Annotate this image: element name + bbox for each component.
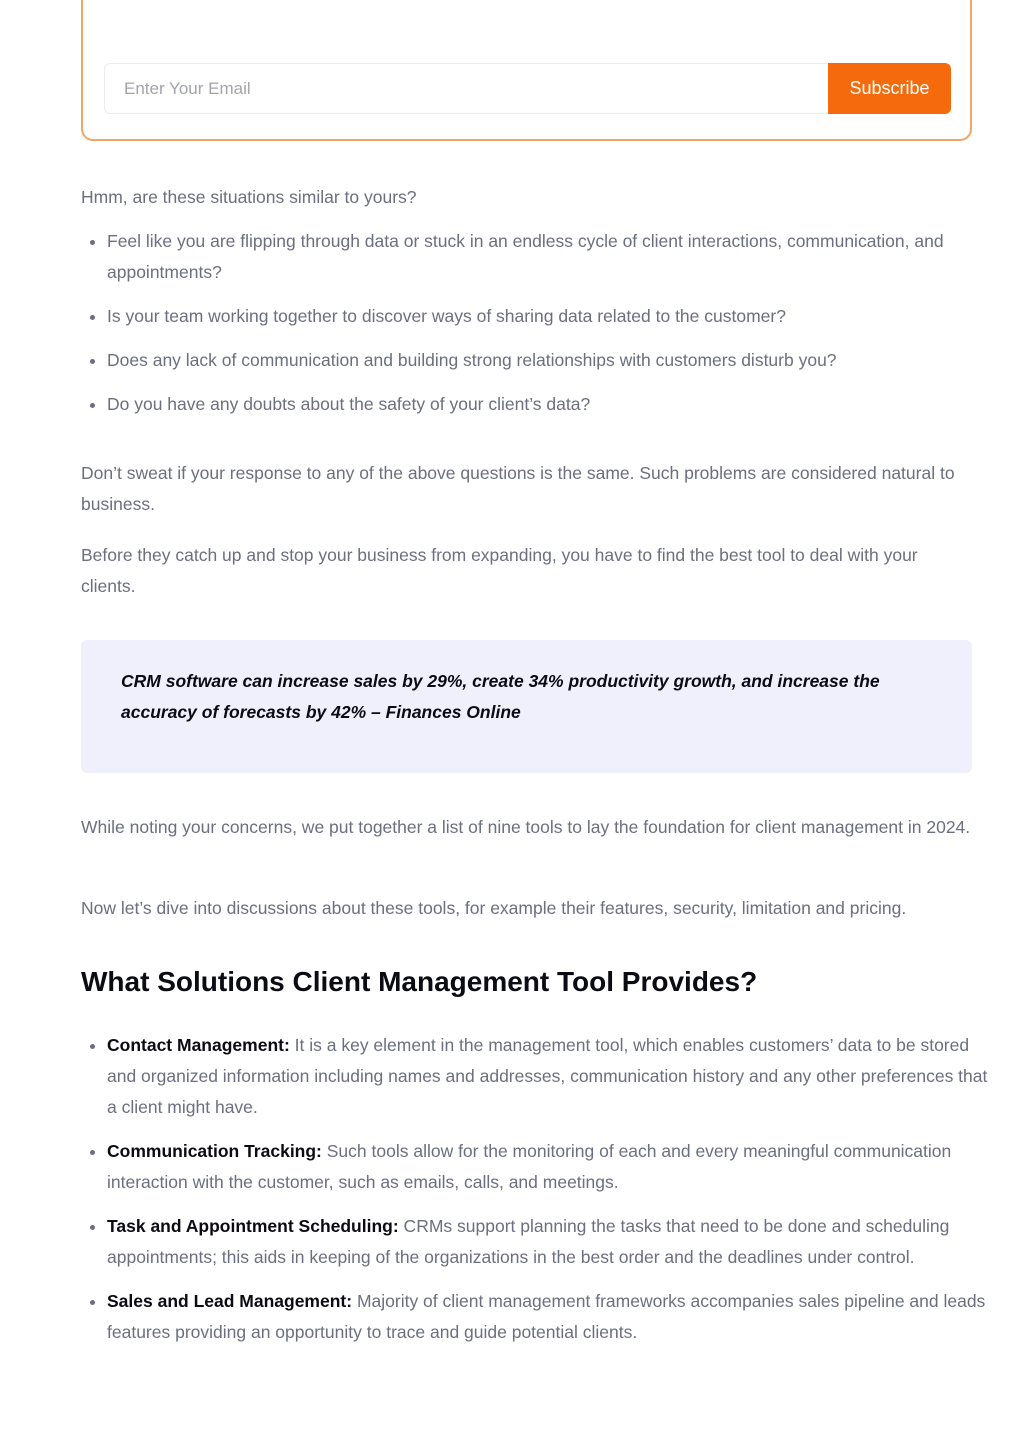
list-item bbox=[107, 1286, 998, 1348]
solution-term: Task and Appointment Scheduling: bbox=[107, 1216, 399, 1236]
list-item bbox=[107, 1030, 998, 1123]
list-item: • Is your team working together to discover ways of sharing data related to the customer? bbox=[107, 301, 998, 332]
email-input[interactable] bbox=[104, 63, 828, 114]
solution-term: Communication Tracking: bbox=[107, 1141, 322, 1161]
paragraph-dont-sweat: Don’t sweat if your response to any of the above questions is the same. Such problems are considered natural to business. bbox=[81, 463, 955, 514]
subscribe-button[interactable]: Subscribe bbox=[828, 63, 951, 114]
intro-question: Hmm, are these situations similar to yours? bbox=[81, 187, 417, 207]
subscribe-form bbox=[104, 63, 951, 114]
list-item: • Feel like you are flipping through data or stuck in an endless cycle of client interactions, communication, and appointments? bbox=[107, 226, 998, 288]
solution-description: It is a key element in the management tool, which enables customers’ data to be stored and organized information including names and addresses, communication history and any other preferences that a client might have. bbox=[107, 1035, 988, 1117]
solution-term: Contact Management: bbox=[107, 1035, 290, 1055]
section-heading: What Solutions Client Management Tool Provides? bbox=[81, 966, 758, 997]
paragraph-while-noting: While noting your concerns, we put together a list of nine tools to lay the foundation for client management in 2024. bbox=[81, 817, 971, 837]
list-item: • Do you have any doubts about the safety of your client’s data? bbox=[107, 389, 998, 420]
article-content bbox=[81, 0, 988, 1342]
solution-description: Majority of client management frameworks accompanies sales pipeline and leads features providing an opportunity to trace and guide potential clients. bbox=[107, 1291, 986, 1342]
paragraph-now-dive: Now let’s dive into discussions about these tools, for example their features, security, limitation and pricing. bbox=[81, 898, 907, 918]
situations-list bbox=[81, 226, 998, 433]
solutions-list bbox=[81, 1030, 998, 1361]
stat-quote-box bbox=[81, 640, 972, 773]
list-item bbox=[107, 1211, 998, 1273]
paragraph-before: Before they catch up and stop your business from expanding, you have to find the best tool to deal with your clients. bbox=[81, 545, 918, 596]
solution-description: CRMs support planning the tasks that need to be done and scheduling appointments; this aids in keeping of the organizations in the best order and the deadlines under control. bbox=[107, 1216, 950, 1267]
solution-term: Sales and Lead Management: bbox=[107, 1291, 353, 1311]
solution-description: Such tools allow for the monitoring of each and every meaningful communication interaction with the customer, such as emails, calls, and meetings. bbox=[107, 1141, 952, 1192]
newsletter-subscribe-box bbox=[81, 0, 972, 141]
stat-quote-text: CRM software can increase sales by 29%, create 34% productivity growth, and increase the accuracy of forecasts by 42% – Finances Online bbox=[121, 671, 880, 722]
list-item: • Does any lack of communication and building strong relationships with customers disturb you? bbox=[107, 345, 998, 376]
list-item bbox=[107, 1136, 998, 1198]
